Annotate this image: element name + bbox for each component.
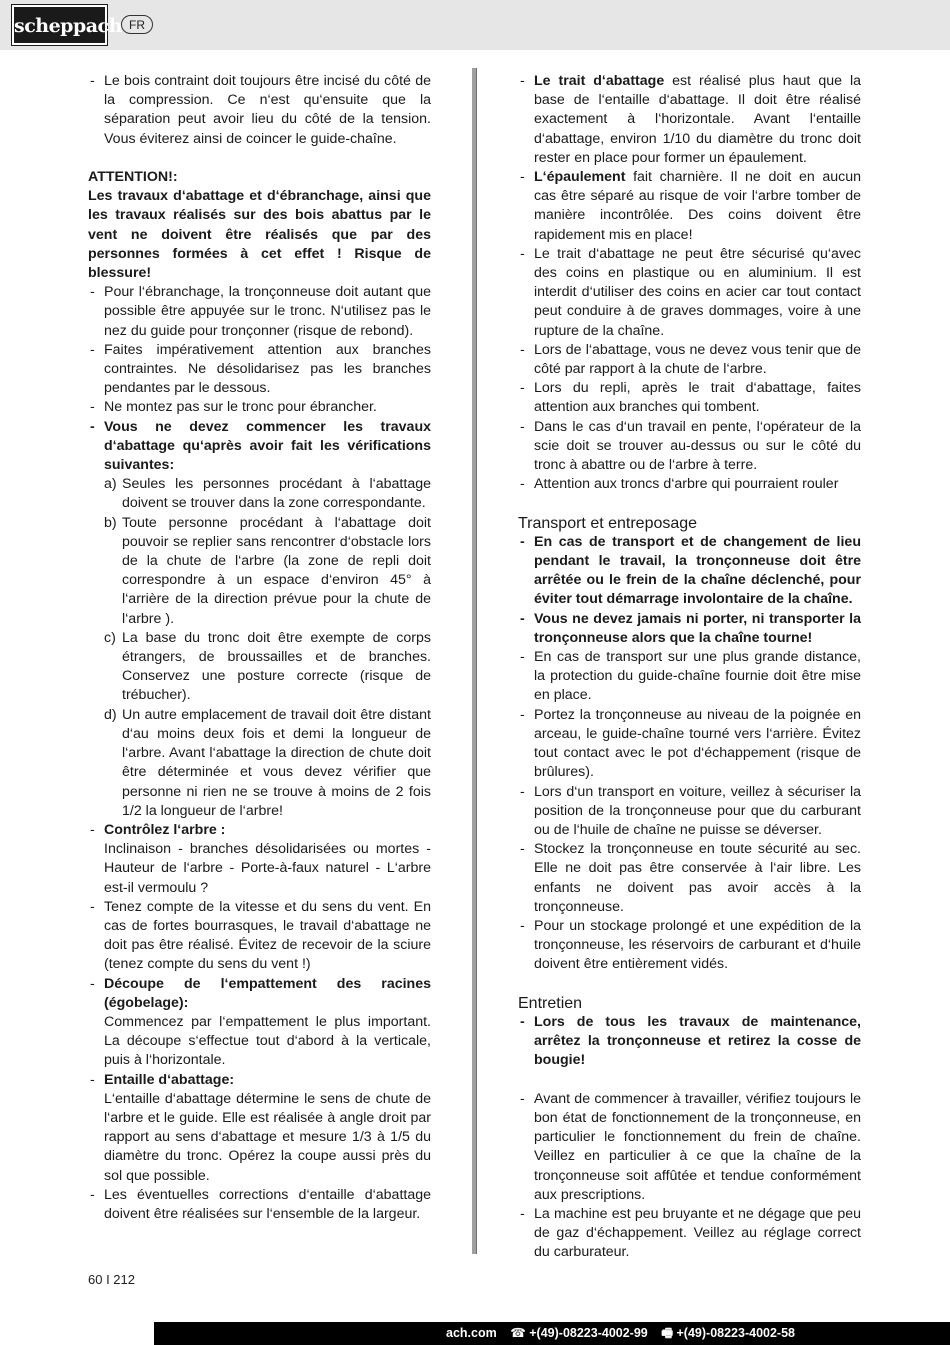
list-item [518, 72, 861, 168]
list-item [518, 168, 861, 245]
footer-fax: 🖷 +(49)-08223-4002-58 [661, 1326, 795, 1340]
warning-text: Les travaux d‘abattage et d‘ébranchage, ainsi que les travaux réalisés sur des bois abattus par le vent ne doivent être réalisés que par des personnes formées à cet effet ! Risque de blessure! [88, 188, 431, 282]
list-item: - Avant de commencer à travailler, vérifiez toujours le bon état de fonctionnement de la tronçonneuse, en particulier le fonctionnement du frein de chaîne. Veillez en particulier à ce que la chaîne de la tronçonneuse soit affûtée et tendue conformément aux prescriptions. [518, 1090, 861, 1205]
item-heading: - Découpe de l‘empattement des racines (égobelage): [104, 975, 431, 1011]
list-item: - Lors de l‘abattage, vous ne devez vous tenir que de côté par rapport à la chute de l‘arbre. [518, 341, 861, 379]
sub-item-label: d) [104, 706, 117, 723]
item-text: fait charnière. Il ne doit en aucun cas être séparé au risque de voir l‘arbre tomber de manière incontrôlée. Des coins doivent être rapidement mis en place! [534, 169, 861, 243]
sub-item-label: b) [104, 514, 117, 531]
list-item: - Le bois contraint doit toujours être incisé du côté de la compression. Ce n‘est qu‘ensuite que la séparation peut avoir lieu du côté de la tension. Vous éviterez ainsi de coincer le guide-chaîne. [88, 72, 431, 149]
list-item: - Pour un stockage prolongé et une expédition de la tronçonneuse, les réservoirs de carburant et d‘huile doivent être entièrement vidés. [518, 917, 861, 975]
footer-white-block [0, 1322, 154, 1345]
list-item-bold: - Vous ne devez jamais ni porter, ni transporter la tronçonneuse alors que la chaîne tourne! [518, 610, 861, 648]
sub-item-text: Seules les personnes procédant à l‘abattage doivent se trouver dans la zone correspondante. [122, 476, 431, 512]
list-item: - Dans le cas d‘un travail en pente, l‘opérateur de la scie doit se trouver au-dessus ou sur le côté du tronc à abattre ou de l‘arbre à terre. [518, 418, 861, 476]
sub-item [88, 706, 431, 821]
list-item: - Tenez compte de la vitesse et du sens du vent. En cas de fortes bourrasques, le travail d‘abattage ne doit pas être réalisé. Évitez de recevoir de la sciure (tenez compte du sens du vent !) [88, 898, 431, 975]
list-item: - Lors d‘un transport en voiture, veillez à sécuriser la position de la tronçonneuse pour que du carburant ou de l‘huile de chaîne ne puisse se déverser. [518, 783, 861, 841]
list-item [88, 1071, 431, 1186]
sub-item-label: c) [104, 629, 116, 646]
sub-item-label: a) [104, 476, 117, 493]
sub-item-text: Toute personne procédant à l‘abattage doit pouvoir se replier sans rencontrer d‘obstacle lors de la chute de l‘arbre (la zone de repli doit correspondre à un espace d‘environ 45° à l‘arrière de la direction prévue pour la chute de l‘arbre ). [122, 514, 431, 627]
item-heading: - Contrôlez l‘arbre : [104, 821, 226, 838]
list-item: - Le trait d‘abattage ne peut être sécurisé qu‘avec des coins en plastique ou en aluminium. Il est interdit d‘utiliser des coins en acier car tout contact peut conduire à de graves dommages, voire à une rupture de la chaîne. [518, 245, 861, 341]
list-item [88, 821, 431, 898]
list-item [88, 975, 431, 1071]
list-item-bold: - Vous ne devez commencer les travaux d‘abattage qu‘après avoir fait les vérifications suivantes: [88, 418, 431, 476]
spacer [518, 494, 861, 513]
list-item: - Attention aux troncs d‘arbre qui pourraient rouler [518, 475, 861, 494]
list-item: - Les éventuelles corrections d‘entaille d‘abattage doivent être réalisées sur l‘ensemble de la largeur. [88, 1186, 431, 1224]
left-column [88, 72, 431, 1224]
header-bar [0, 0, 950, 50]
spacer [518, 975, 861, 994]
list-item: - Portez la tronçonneuse au niveau de la poignée en arceau, le guide-chaîne tourné vers l‘arrière. Évitez tout contact avec le pot d‘échappement (risque de brûlures). [518, 706, 861, 783]
list-item: - Faites impérativement attention aux branches contraintes. Ne désolidarisez pas les branches pendantes par le dessous. [88, 341, 431, 399]
item-body: Commencez par l‘empattement le plus important. La découpe s‘effectue tout d‘abord à la verticale, puis à l‘horizontale. [104, 1013, 431, 1069]
item-body: Inclinaison - branches désolidarisées ou mortes - Hauteur de l‘arbre - Porte-à-faux naturel - L‘arbre est-il vermoulu ? [104, 841, 431, 896]
list-item: - Stockez la tronçonneuse en toute sécurité au sec. Elle ne doit pas être conservée à l‘air libre. Les enfants ne doivent pas avoir accès à la tronçonneuse. [518, 840, 861, 917]
sub-item-text: Un autre emplacement de travail doit être distant d‘au moins deux fois et demi la longueur de l‘arbre. Avant l‘abattage la direction de chute doit être déterminée et vous devez vérifier que personne ni rien ne se trouve à moins de 2 fois 1/2 la longueur de l‘arbre! [122, 706, 431, 819]
list-item: - En cas de transport sur une plus grande distance, la protection du guide-chaîne fournie doit être mise en place. [518, 648, 861, 706]
sub-item [88, 475, 431, 513]
list-item: - La machine est peu bruyante et ne dégage que peu de gaz d‘échappement. Veillez au réglage correct du carburateur. [518, 1205, 861, 1263]
list-item: - Lors du repli, après le trait d‘abattage, faites attention aux branches qui tombent. [518, 379, 861, 417]
section-heading: Transport et entreposage [518, 514, 698, 532]
brand-logo: scheppach [12, 5, 107, 45]
page-number: 60 I 212 [88, 1272, 135, 1287]
item-lead: L‘épaulement [534, 169, 626, 186]
footer-website: ach.com [446, 1326, 497, 1340]
item-lead: Le trait d‘abattage [534, 73, 665, 89]
footer-contact [436, 1322, 795, 1345]
language-badge: FR [121, 15, 153, 34]
spacer [88, 149, 431, 168]
section-heading: Entretien [518, 994, 583, 1012]
sub-item-text: La base du tronc doit être exempte de corps étrangers, de broussailles et de branches. Conservez une posture correcte (risque de trébucher). [122, 629, 431, 704]
warning-text: ATTENTION!: [88, 169, 178, 185]
footer-phone: ☎ +(49)-08223-4002-99 [510, 1326, 648, 1340]
list-item: - Pour l‘ébranchage, la tronçonneuse doit autant que possible être appuyée sur le tronc. N‘utilisez pas le nez du guide pour tronçonner (risque de rebond). [88, 283, 431, 341]
sub-item [88, 629, 431, 706]
spacer [518, 1071, 861, 1090]
sub-item [88, 514, 431, 629]
list-item-bold: - En cas de transport et de changement de lieu pendant le travail, la tronçonneuse doit être arrêtée ou le frein de la chaîne déclenché, pour éviter tout démarrage involontaire de la chaîne. [518, 533, 861, 610]
item-text: est réalisé plus haut que la base de l‘entaille d‘abattage. Il doit être réalisé exactement à l‘horizontale. Avant l‘entaille d‘abattage, environ 1/10 du diamètre du tronc doit rester en place pour former un épaulement. [534, 73, 861, 166]
list-item-bold: - Lors de tous les travaux de maintenance, arrêtez la tronçonneuse et retirez la cosse de bougie! [518, 1013, 861, 1071]
column-divider [472, 68, 477, 1254]
item-body: L‘entaille d‘abattage détermine le sens de chute de l‘arbre et le guide. Elle est réalisée à angle droit par rapport au sens d‘abattage et mesure 1/3 à 1/5 du diamètre du tronc. Opérez la coupe aussi près du sol que possible. [104, 1090, 431, 1184]
item-heading: - Entaille d‘abattage: [104, 1071, 235, 1088]
right-column [518, 72, 861, 1263]
list-item: - Ne montez pas sur le tronc pour ébrancher. [88, 398, 431, 417]
